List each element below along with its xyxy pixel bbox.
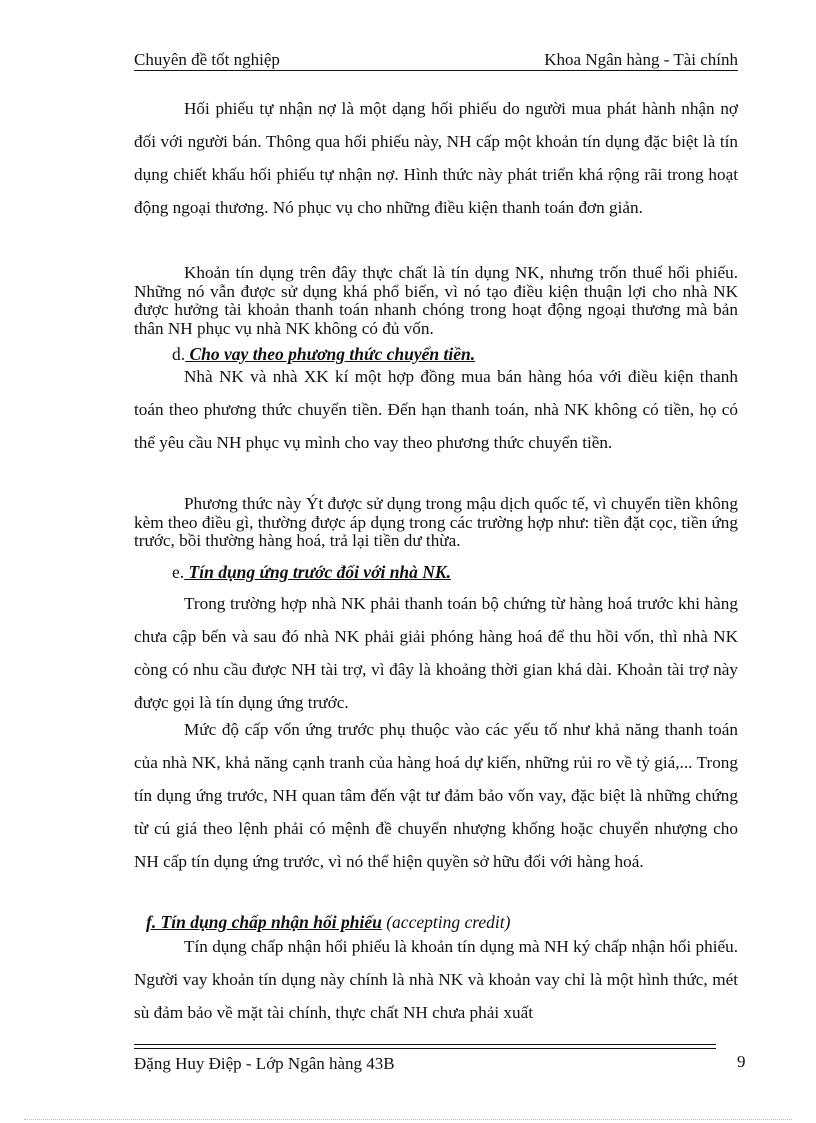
footer-author: Đặng Huy Điệp - Lớp Ngân hàng 43B — [134, 1054, 395, 1073]
paragraph-transfer-method — [134, 495, 738, 551]
page-bottom-border — [24, 1119, 792, 1120]
paragraph-text: Trong trường hợp nhà NK phải thanh toán bộ chứng từ hàng hoá trước khi hàng chưa cập bến và sau đó nhà NK phải giải phóng hàng hoá để thu hồi vốn, thì nhà NK còng có nhu cầu được NH tài trợ, vì đây là khoảng thời gian khá dài. Khoản tài trợ này được gọi là tín dụng ứng trước. — [134, 594, 738, 712]
page-header — [134, 46, 738, 72]
heading-d-title: Cho vay theo phương thức chuyển tiền. — [185, 344, 476, 364]
page-number: 9 — [737, 1052, 746, 1071]
paragraph-text: Hối phiếu tự nhận nợ là một dạng hối phiếu do người mua phát hành nhận nợ đối với người bán. Thông qua hối phiếu này, NH cấp một khoản tín dụng đặc biệt là tín dụng chiết khấu hối phiếu tự nhận nợ. Hình thức này phát triển khá rộng rãi trong hoạt động ngoại thương. Nó phục vụ cho những điều kiện thanh toán đơn giản. — [134, 99, 738, 217]
heading-e-prefix: e. — [172, 562, 185, 582]
heading-f-title: f. Tín dụng chấp nhận hối phiếu — [146, 912, 382, 932]
paragraph-acceptance-credit — [134, 930, 738, 1029]
paragraph-advance-credit — [134, 587, 738, 719]
header-rule — [134, 70, 738, 71]
heading-d-prefix: d. — [172, 344, 186, 364]
paragraph-advance-level — [134, 713, 738, 878]
header-left-title: Chuyên đề tốt nghiệp — [134, 50, 280, 69]
paragraph-transfer-loan — [134, 360, 738, 459]
page-footer — [134, 1044, 754, 1084]
header-right-title: Khoa Ngân hàng - Tài chính — [544, 50, 738, 69]
paragraph-text: Tín dụng chấp nhận hối phiếu là khoản tín dụng mà NH ký chấp nhận hối phiếu. Người vay khoản tín dụng này chính là nhà NK và khoản vay chỉ là một hình thức, mét sù đảm bảo về mặt tài chính, thực chất NH chưa phải xuất — [134, 937, 738, 1022]
paragraph-text: Mức độ cấp vốn ứng trước phụ thuộc vào các yếu tố như khả năng thanh toán của nhà NK, khả năng cạnh tranh của hàng hoá dự kiến, những rủi ro về tỷ giá,... Trong tín dụng ứng trước, NH quan tâm đến vật tư đảm bảo vốn vay, đặc biệt là những chứng từ cú giá theo lệnh phải có mệnh đề chuyển nhượng khống hoặc chuyển nhượng cho NH cấp tín dụng ứng trước, vì nó thể hiện quyền sở hữu đối với hàng hoá. — [134, 720, 738, 871]
paragraph-promissory-note — [134, 92, 738, 224]
paragraph-text: Phương thức này Ýt được sử dụng trong mậu dịch quốc tế, vì chuyển tiền không kèm theo điều gì, thường được áp dụng trong các trường hợp như: tiền đặt cọc, tiền ứng trước, bồi thường hàng hoá, trả lại tiền dư thừa. — [134, 494, 738, 551]
heading-e — [172, 562, 776, 583]
heading-e-title: Tín dụng ứng trước đối với nhà NK. — [184, 562, 451, 582]
heading-f-subtitle: (accepting credit) — [381, 912, 511, 932]
paragraph-text: Nhà NK và nhà XK kí một hợp đồng mua bán hàng hóa với điều kiện thanh toán theo phương thức chuyển tiền. Đến hạn thanh toán, nhà NK không có tiền, họ có thể yêu cầu NH phục vụ mình cho vay theo phương thức chuyển tiền. — [134, 367, 738, 452]
footer-rule-bottom — [134, 1048, 716, 1049]
paragraph-text: Khoản tín dụng trên đây thực chất là tín dụng NK, nhưng trốn thuế hối phiếu. Những nó vẫn được sử dụng khá phổ biến, vì nó tạo điều kiện thuận lợi cho nhà NK được hưởng tài khoản thanh toán nhanh chóng trong hoạt động ngoại thương mà bản thân NH phục vụ nhà NK không có đủ vốn. — [134, 263, 738, 338]
footer-rule-top — [134, 1044, 716, 1045]
paragraph-import-credit — [134, 264, 738, 338]
